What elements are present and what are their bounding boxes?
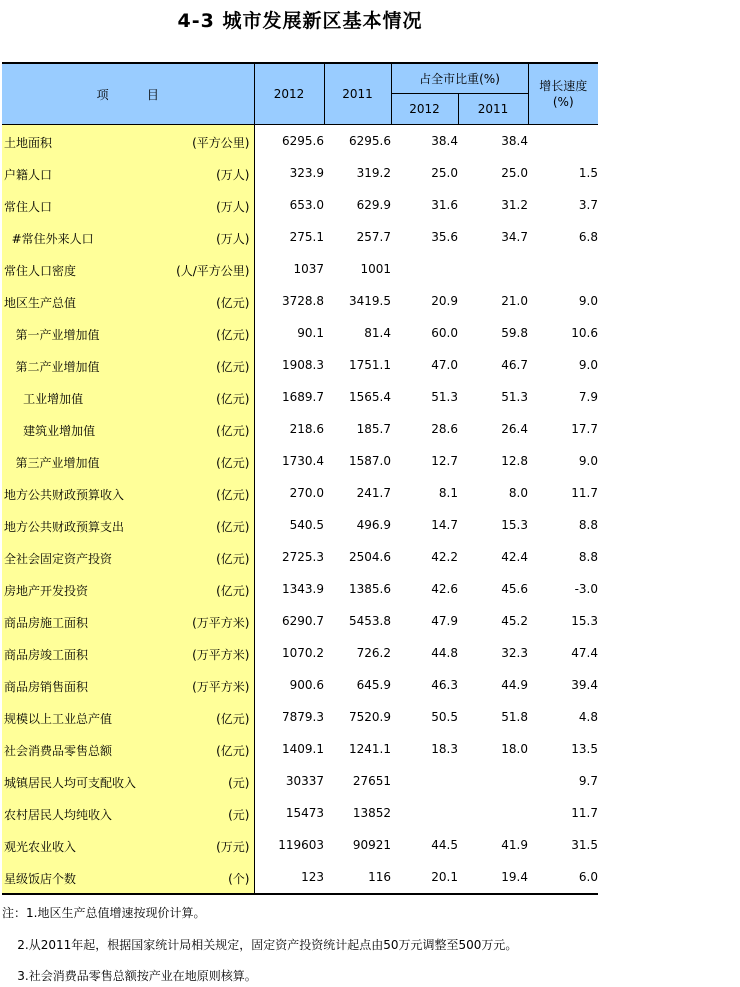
row-name: 第二产业增加值 xyxy=(4,360,100,374)
row-label xyxy=(2,861,254,894)
share-2011: 44.9 xyxy=(501,678,528,692)
value-2011: 90921 xyxy=(352,838,391,852)
row-name: 地方公共财政预算支出 xyxy=(4,520,125,534)
value-2012: 1689.7 xyxy=(282,390,324,404)
row-unit: (万人) xyxy=(216,168,250,182)
row-unit: (万平方米) xyxy=(192,616,250,630)
growth-rate: 3.7 xyxy=(578,198,598,212)
row-unit: (亿元) xyxy=(216,488,250,502)
growth-rate: 9.0 xyxy=(578,454,598,468)
table-row xyxy=(2,317,598,349)
value-2011: 3419.5 xyxy=(349,294,391,308)
row-unit: (亿元) xyxy=(216,424,250,438)
row-name: 第三产业增加值 xyxy=(4,456,100,470)
row-unit: (万元) xyxy=(216,840,250,854)
table-row xyxy=(2,189,598,221)
row-label xyxy=(2,221,254,253)
share-2012 xyxy=(391,797,458,829)
row-label xyxy=(2,637,254,669)
row-name: 地方公共财政预算收入 xyxy=(4,488,125,502)
row-name: 商品房施工面积 xyxy=(4,616,89,630)
value-2012: 1730.4 xyxy=(282,454,324,468)
row-label xyxy=(2,509,254,541)
page-title: 4-3 城市发展新区基本情况 xyxy=(177,10,423,32)
value-2011: 5453.8 xyxy=(349,614,391,628)
share-2012: 28.6 xyxy=(431,422,458,436)
row-name: 观光农业收入 xyxy=(4,840,77,854)
share-2012: 35.6 xyxy=(431,230,458,244)
value-2012: 119603 xyxy=(278,838,324,852)
share-2012: 12.7 xyxy=(431,454,458,468)
share-2011: 45.6 xyxy=(501,582,528,596)
share-2011: 45.2 xyxy=(501,614,528,628)
header-2012: 2012 xyxy=(254,63,324,125)
row-unit: (亿元) xyxy=(216,584,250,598)
table-row xyxy=(2,829,598,861)
share-2012: 14.7 xyxy=(431,518,458,532)
row-name: 常住人口 xyxy=(4,200,53,214)
share-2011 xyxy=(458,765,528,797)
share-2011: 51.3 xyxy=(501,390,528,404)
table-row xyxy=(2,861,598,894)
row-unit: (亿元) xyxy=(216,552,250,566)
share-2011: 26.4 xyxy=(501,422,528,436)
value-2012: 900.6 xyxy=(289,678,324,692)
value-2011: 1001 xyxy=(360,262,391,276)
table-row xyxy=(2,733,598,765)
share-2012: 51.3 xyxy=(431,390,458,404)
row-unit: (万人) xyxy=(216,232,250,246)
value-2011: 241.7 xyxy=(356,486,391,500)
value-2011: 1565.4 xyxy=(349,390,391,404)
value-2011: 6295.6 xyxy=(349,134,391,148)
growth-rate: 11.7 xyxy=(571,486,598,500)
header-item: 项 目 xyxy=(2,63,254,125)
header-share: 占全市比重(%) xyxy=(391,63,528,94)
row-label xyxy=(2,765,254,797)
growth-rate: -3.0 xyxy=(574,582,598,596)
value-2011: 81.4 xyxy=(364,326,391,340)
row-unit: (个) xyxy=(228,872,250,886)
growth-rate xyxy=(528,253,598,285)
row-unit: (平方公里) xyxy=(192,136,250,150)
value-2012: 15473 xyxy=(285,806,324,820)
value-2012: 90.1 xyxy=(297,326,324,340)
growth-rate: 11.7 xyxy=(571,806,598,820)
growth-rate: 6.8 xyxy=(578,230,598,244)
share-2011: 51.8 xyxy=(501,710,528,724)
share-2011: 12.8 xyxy=(501,454,528,468)
row-name: 农村居民人均纯收入 xyxy=(4,808,113,822)
table-row xyxy=(2,573,598,605)
row-label xyxy=(2,253,254,285)
table-row xyxy=(2,541,598,573)
share-2012 xyxy=(391,765,458,797)
row-label xyxy=(2,445,254,477)
row-name: 星级饭店个数 xyxy=(4,872,77,886)
share-2011: 18.0 xyxy=(501,742,528,756)
row-name: 户籍人口 xyxy=(4,168,53,182)
table-row xyxy=(2,605,598,637)
table-row xyxy=(2,477,598,509)
row-unit: (元) xyxy=(228,776,250,790)
growth-rate: 47.4 xyxy=(571,646,598,660)
share-2011: 32.3 xyxy=(501,646,528,660)
share-2011: 31.2 xyxy=(501,198,528,212)
growth-rate: 10.6 xyxy=(571,326,598,340)
row-name: 房地产开发投资 xyxy=(4,584,89,598)
row-unit: (亿元) xyxy=(216,392,250,406)
row-unit: (亿元) xyxy=(216,712,250,726)
row-unit: (万平方米) xyxy=(192,648,250,662)
table-row xyxy=(2,637,598,669)
value-2012: 275.1 xyxy=(289,230,324,244)
table-row xyxy=(2,349,598,381)
growth-rate: 7.9 xyxy=(578,390,598,404)
value-2012: 6290.7 xyxy=(282,614,324,628)
share-2012: 47.9 xyxy=(431,614,458,628)
table-row xyxy=(2,285,598,317)
value-2011: 27651 xyxy=(352,774,391,788)
value-2011: 257.7 xyxy=(356,230,391,244)
growth-rate: 6.0 xyxy=(528,861,598,894)
growth-rate: 4.8 xyxy=(578,710,598,724)
share-2011: 15.3 xyxy=(501,518,528,532)
table-body xyxy=(2,125,598,895)
share-2012: 18.3 xyxy=(431,742,458,756)
value-2011: 726.2 xyxy=(356,646,391,660)
value-2011: 319.2 xyxy=(356,166,391,180)
growth-rate: 8.8 xyxy=(578,518,598,532)
share-2012: 20.1 xyxy=(391,861,458,894)
value-2011: 645.9 xyxy=(356,678,391,692)
header-share-2011: 2011 xyxy=(458,94,528,125)
row-name: 建筑业增加值 xyxy=(4,424,96,438)
share-2012: 31.6 xyxy=(431,198,458,212)
growth-rate: 31.5 xyxy=(571,838,598,852)
row-unit: (亿元) xyxy=(216,328,250,342)
value-2011: 1241.1 xyxy=(349,742,391,756)
row-label xyxy=(2,573,254,605)
value-2012: 1070.2 xyxy=(282,646,324,660)
note-3: 3.社会消费品零售总额按产业在地原则核算。 xyxy=(2,969,257,983)
share-2011: 25.0 xyxy=(501,166,528,180)
row-label xyxy=(2,669,254,701)
share-2011 xyxy=(458,253,528,285)
value-2012: 540.5 xyxy=(289,518,324,532)
value-2012: 7879.3 xyxy=(282,710,324,724)
row-label xyxy=(2,157,254,189)
table-row xyxy=(2,157,598,189)
value-2012: 3728.8 xyxy=(282,294,324,308)
value-2012: 218.6 xyxy=(289,422,324,436)
row-label xyxy=(2,413,254,445)
share-2011: 41.9 xyxy=(501,838,528,852)
growth-rate: 39.4 xyxy=(571,678,598,692)
share-2012: 44.8 xyxy=(431,646,458,660)
table-row xyxy=(2,125,598,158)
row-name: 第一产业增加值 xyxy=(4,328,100,342)
row-label xyxy=(2,829,254,861)
growth-rate: 9.7 xyxy=(578,774,598,788)
row-label xyxy=(2,605,254,637)
share-2011: 38.4 xyxy=(501,134,528,148)
table-row xyxy=(2,765,598,797)
row-unit: (人/平方公里) xyxy=(176,264,250,278)
share-2011: 59.8 xyxy=(501,326,528,340)
share-2011: 34.7 xyxy=(501,230,528,244)
row-name: 土地面积 xyxy=(4,136,53,150)
share-2012: 8.1 xyxy=(438,486,458,500)
share-2012: 38.4 xyxy=(431,134,458,148)
growth-rate: 1.5 xyxy=(578,166,598,180)
growth-rate: 8.8 xyxy=(578,550,598,564)
share-2012: 42.2 xyxy=(431,550,458,564)
growth-rate: 15.3 xyxy=(571,614,598,628)
row-unit: (亿元) xyxy=(216,360,250,374)
value-2012: 653.0 xyxy=(289,198,324,212)
value-2012: 270.0 xyxy=(289,486,324,500)
share-2012: 20.9 xyxy=(431,294,458,308)
row-label xyxy=(2,797,254,829)
row-label xyxy=(2,189,254,221)
table-row xyxy=(2,221,598,253)
table-row xyxy=(2,445,598,477)
row-label xyxy=(2,285,254,317)
value-2011: 185.7 xyxy=(356,422,391,436)
growth-rate: 13.5 xyxy=(571,742,598,756)
share-2012: 46.3 xyxy=(431,678,458,692)
row-label xyxy=(2,381,254,413)
table-row xyxy=(2,253,598,285)
row-label xyxy=(2,477,254,509)
header-2011: 2011 xyxy=(324,63,391,125)
share-2012: 50.5 xyxy=(431,710,458,724)
row-name: 商品房竣工面积 xyxy=(4,648,89,662)
value-2012: 1037 xyxy=(293,262,324,276)
statistics-table xyxy=(2,62,598,895)
growth-rate: 9.0 xyxy=(578,358,598,372)
share-2012: 44.5 xyxy=(431,838,458,852)
share-2011: 19.4 xyxy=(458,861,528,894)
growth-rate: 9.0 xyxy=(578,294,598,308)
value-2012: 1409.1 xyxy=(282,742,324,756)
row-label xyxy=(2,701,254,733)
row-unit: (万平方米) xyxy=(192,680,250,694)
table-row xyxy=(2,797,598,829)
value-2012: 323.9 xyxy=(289,166,324,180)
value-2012: 6295.6 xyxy=(282,134,324,148)
row-unit: (万人) xyxy=(216,200,250,214)
share-2012: 60.0 xyxy=(431,326,458,340)
table-header xyxy=(2,63,598,125)
row-unit: (亿元) xyxy=(216,456,250,470)
table-row xyxy=(2,701,598,733)
value-2011: 629.9 xyxy=(356,198,391,212)
share-2011: 46.7 xyxy=(501,358,528,372)
value-2012: 1343.9 xyxy=(282,582,324,596)
row-label xyxy=(2,125,254,158)
share-2011: 42.4 xyxy=(501,550,528,564)
share-2012 xyxy=(391,253,458,285)
share-2012: 42.6 xyxy=(431,582,458,596)
value-2011: 2504.6 xyxy=(349,550,391,564)
row-unit: (元) xyxy=(228,808,250,822)
share-2012: 25.0 xyxy=(431,166,458,180)
share-2011 xyxy=(458,797,528,829)
table-row xyxy=(2,381,598,413)
header-share-2012: 2012 xyxy=(391,94,458,125)
table-row xyxy=(2,669,598,701)
row-name: #常住外来人口 xyxy=(4,232,94,246)
row-name: 社会消费品零售总额 xyxy=(4,744,113,758)
notes xyxy=(2,905,517,984)
share-2012: 47.0 xyxy=(431,358,458,372)
row-label xyxy=(2,733,254,765)
row-name: 工业增加值 xyxy=(4,392,84,406)
note-1: 注：1.地区生产总值增速按现价计算。 xyxy=(2,906,206,920)
header-growth: 增长速度 (%) xyxy=(528,63,598,125)
row-name: 常住人口密度 xyxy=(4,264,77,278)
value-2012: 2725.3 xyxy=(282,550,324,564)
row-label xyxy=(2,317,254,349)
row-unit: (亿元) xyxy=(216,296,250,310)
row-name: 商品房销售面积 xyxy=(4,680,89,694)
row-name: 地区生产总值 xyxy=(4,296,77,310)
growth-rate xyxy=(528,125,598,158)
value-2011: 7520.9 xyxy=(349,710,391,724)
row-label xyxy=(2,541,254,573)
row-name: 城镇居民人均可支配收入 xyxy=(4,776,137,790)
share-2011: 8.0 xyxy=(508,486,528,500)
row-unit: (亿元) xyxy=(216,744,250,758)
value-2011: 13852 xyxy=(352,806,391,820)
growth-rate: 17.7 xyxy=(571,422,598,436)
value-2011: 496.9 xyxy=(356,518,391,532)
value-2011: 116 xyxy=(324,861,391,894)
share-2011: 21.0 xyxy=(501,294,528,308)
row-label xyxy=(2,349,254,381)
table-row xyxy=(2,509,598,541)
value-2011: 1385.6 xyxy=(349,582,391,596)
row-name: 全社会固定资产投资 xyxy=(4,552,113,566)
row-unit: (亿元) xyxy=(216,520,250,534)
value-2012: 123 xyxy=(254,861,324,894)
value-2011: 1587.0 xyxy=(349,454,391,468)
value-2012: 30337 xyxy=(285,774,324,788)
row-name: 规模以上工业总产值 xyxy=(4,712,113,726)
value-2011: 1751.1 xyxy=(349,358,391,372)
note-2: 2.从2011年起，根据国家统计局相关规定，固定资产投资统计起点由50万元调整至500万元。 xyxy=(2,938,518,952)
table-row xyxy=(2,413,598,445)
value-2012: 1908.3 xyxy=(282,358,324,372)
